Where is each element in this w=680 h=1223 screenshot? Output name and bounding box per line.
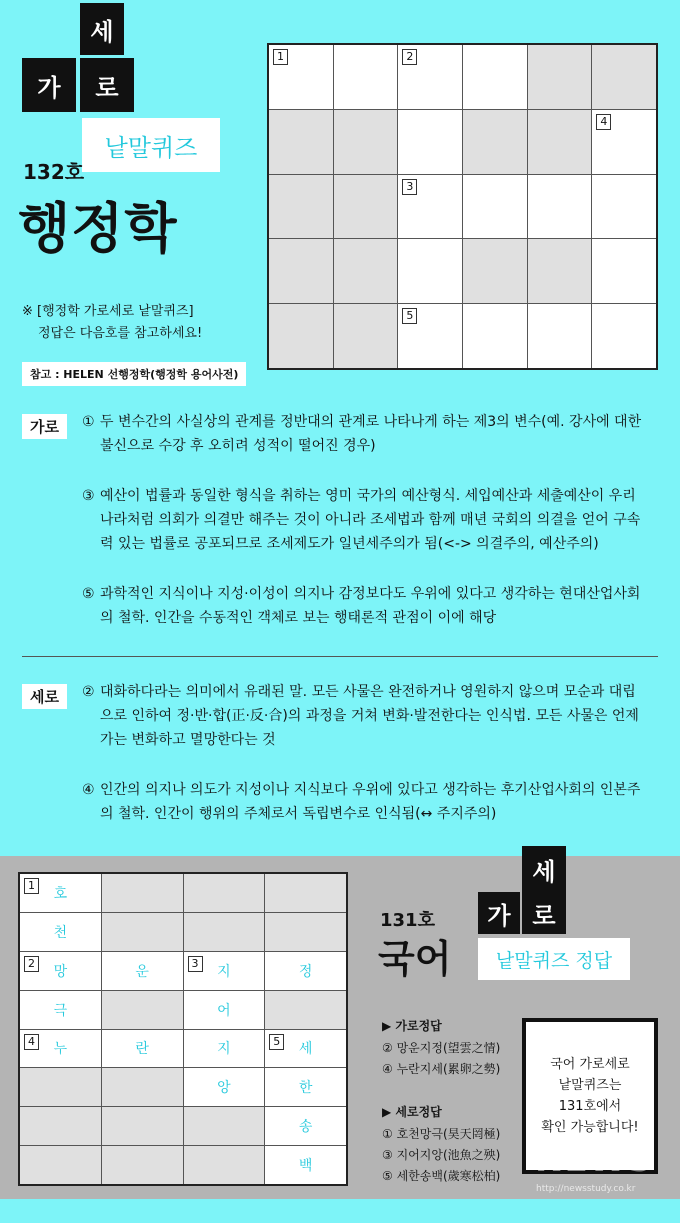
clue-line: 불신으로 수강 후 오히려 성적이 떨어진 경우): [100, 438, 376, 454]
blank-cell: [102, 913, 183, 951]
answer-cell: [265, 1030, 346, 1068]
blank-cell: [334, 239, 398, 303]
prev-subtitle: 낱말퀴즈 정답: [478, 938, 630, 980]
blank-cell: [265, 874, 346, 912]
clue-number: 4: [24, 1034, 39, 1050]
puzzle-cell: [592, 239, 656, 303]
clue-number: 3: [188, 956, 203, 972]
blank-cell: [102, 1146, 183, 1184]
answer-char: 앙: [217, 1080, 231, 1097]
clue-marker: ①: [82, 414, 95, 430]
prev-down-answer-3: ⑤ 세한송백(歲寒松柏): [382, 1169, 501, 1183]
prev-logo-se-block: 세: [522, 846, 566, 892]
answer-char: 송: [298, 1119, 313, 1136]
blank-cell: [269, 175, 333, 239]
answer-char: 누: [53, 1041, 68, 1058]
clue-number: 2: [24, 956, 39, 972]
info-line: 131호에서: [558, 1099, 622, 1114]
clue-number: 2: [402, 49, 417, 65]
answer-char: 어: [217, 1002, 231, 1019]
clue-number: 1: [24, 878, 39, 894]
answer-cell: [265, 1107, 346, 1145]
blank-cell: [334, 110, 398, 174]
answer-cell: [20, 991, 101, 1029]
clue-number: 1: [273, 49, 288, 65]
answer-char: 한: [298, 1080, 313, 1097]
puzzle-cell: [528, 175, 592, 239]
across-clue-5: [82, 582, 662, 630]
answer-cell: [102, 952, 183, 990]
clue-line: 두 변수간의 사실상의 관계를 정반대의 관계로 나타나게 하는 제3의 변수(예. 강사에 대한: [100, 414, 642, 430]
clue-line: 의 철학. 인간을 수동적인 객체로 보는 행태론적 관점이 이에 해당: [100, 610, 497, 626]
blank-cell: [20, 1068, 101, 1106]
blank-cell: [20, 1146, 101, 1184]
clue-line: 예산이 법률과 동일한 형식을 취하는 영미 국가의 예산형식. 세입예산과 세출예산이 우리: [100, 488, 636, 504]
puzzle-cell: [592, 175, 656, 239]
prev-topic-title: 국어: [378, 937, 452, 981]
info-line: 확인 가능합니다!: [541, 1120, 639, 1135]
answer-char: 호: [53, 885, 68, 902]
prev-down-answer-1: ① 호천망극(昊天罔極): [382, 1127, 501, 1141]
clue-marker: ②: [82, 684, 95, 700]
blank-cell: [528, 45, 592, 109]
blank-cell: [265, 991, 346, 1029]
puzzle-cell: [398, 175, 462, 239]
answer-cell: [184, 1068, 265, 1106]
blank-cell: [463, 110, 527, 174]
puzzle-cell: [592, 304, 656, 368]
clue-number: 5: [269, 1034, 284, 1050]
prev-down-heading: ▶ 세로정답: [382, 1105, 442, 1119]
puzzle-cell: [592, 110, 656, 174]
blank-cell: [102, 874, 183, 912]
answer-char: 지: [217, 1041, 231, 1058]
clue-line: 으로 인하여 정·반·합(正·反·合)의 과정을 거쳐 변화·발전한다는 인식법. 모든 사물은 언제: [100, 708, 639, 724]
blank-cell: [334, 304, 398, 368]
answer-cell: [20, 874, 101, 912]
answer-cell: [20, 913, 101, 951]
prev-across-answer-2: ④ 누란지세(累卵之勢): [382, 1062, 501, 1076]
clue-line: 가는 변화하고 멸망한다는 것: [100, 732, 276, 748]
answer-grid: [18, 872, 348, 1186]
clue-number: 4: [596, 114, 611, 130]
prev-logo-ro-block: 로: [522, 892, 566, 934]
puzzle-cell: [398, 239, 462, 303]
blank-cell: [184, 1146, 265, 1184]
clue-number: 3: [402, 179, 417, 195]
answer-char: 지: [217, 963, 231, 980]
logo-se-block: 세: [80, 3, 124, 55]
across-clue-1: [82, 410, 662, 458]
note-line-1: ※ [행정학 가로세로 낱말퀴즈]: [22, 304, 194, 319]
blank-cell: [528, 239, 592, 303]
answer-char: 정: [298, 963, 313, 980]
blank-cell: [102, 1107, 183, 1145]
prev-down-answer-2: ③ 지어지앙(池魚之殃): [382, 1148, 501, 1162]
clue-number: 5: [402, 308, 417, 324]
answer-char: 극: [53, 1002, 68, 1019]
divider: [22, 656, 658, 657]
clue-line: 대화하다라는 의미에서 유래된 말. 모든 사물은 완전하거나 영원하지 않으며 모순과 대립: [100, 684, 636, 700]
blank-cell: [269, 110, 333, 174]
puzzle-cell: [463, 304, 527, 368]
clue-line: 력 있는 법률로 공포되므로 조세제도가 일년세주의가 됨(<-> 의결주의, 예산주의): [100, 536, 599, 552]
down-clue-2: [82, 680, 662, 752]
clue-line: 나라처럼 의회가 의결만 해주는 것이 아니라 조세법과 함께 매년 국회의 의결을 얻어 구속: [100, 512, 641, 528]
answer-cell: [184, 1030, 265, 1068]
answer-cell: [265, 1068, 346, 1106]
clue-marker: ④: [82, 782, 95, 798]
across-clue-3: [82, 484, 662, 556]
blank-cell: [102, 1068, 183, 1106]
answer-cell: [102, 1030, 183, 1068]
watermark-url: http://newsstudy.co.kr: [536, 1184, 636, 1194]
blank-cell: [102, 991, 183, 1029]
across-tag: 가로: [22, 414, 67, 439]
answer-char: 백: [298, 1158, 313, 1175]
blank-cell: [463, 239, 527, 303]
answer-char: 천: [53, 924, 68, 941]
clue-marker: ③: [82, 488, 95, 504]
puzzle-cell: [528, 304, 592, 368]
topic-title: 행정학: [18, 197, 178, 260]
puzzle-cell: [269, 45, 333, 109]
answer-cell: [265, 1146, 346, 1184]
blank-cell: [20, 1107, 101, 1145]
prev-across-heading: ▶ 가로정답: [382, 1019, 442, 1033]
puzzle-cell: [398, 304, 462, 368]
down-clue-4: [82, 778, 662, 826]
down-tag: 세로: [22, 684, 67, 709]
answer-cell: [184, 952, 265, 990]
puzzle-cell: [334, 45, 398, 109]
clue-line: 과학적인 지식이나 지성·이성이 의지나 감정보다도 우위에 있다고 생각하는 현대산업사회: [100, 586, 641, 602]
reference-tag: 참고 : HELEN 선행정학(행정학 용어사전): [22, 362, 246, 386]
info-line: 낱말퀴즈는: [558, 1078, 622, 1093]
blank-cell: [528, 110, 592, 174]
clue-marker: ⑤: [82, 586, 95, 602]
prev-issue-number: 131호: [380, 910, 435, 931]
answer-cell: [265, 952, 346, 990]
clue-line: 의 철학. 인간이 행위의 주체로서 독립변수로 인식됨(↔ 주지주의): [100, 806, 497, 822]
puzzle-cell: [398, 110, 462, 174]
blank-cell: [334, 175, 398, 239]
blank-cell: [269, 304, 333, 368]
watermark-logo: NEWS: [535, 1140, 653, 1180]
answer-cell: [20, 952, 101, 990]
blank-cell: [265, 913, 346, 951]
quiz-subtitle: 낱말퀴즈: [82, 118, 220, 172]
clue-line: 인간의 의지나 의도가 지성이나 지식보다 우위에 있다고 생각하는 후기산업사회의 인본주: [100, 782, 641, 798]
blank-cell: [592, 45, 656, 109]
issue-number: 132호: [23, 160, 85, 184]
puzzle-grid: [267, 43, 658, 370]
prev-logo-ga-block: 가: [478, 892, 520, 934]
prev-across-answer-1: ② 망운지정(望雲之情): [382, 1041, 501, 1055]
logo-ro-block: 로: [80, 58, 134, 112]
puzzle-cell: [398, 45, 462, 109]
blank-cell: [269, 239, 333, 303]
puzzle-cell: [463, 45, 527, 109]
answer-char: 세: [298, 1041, 313, 1058]
puzzle-cell: [463, 175, 527, 239]
answer-cell: [184, 991, 265, 1029]
logo-ga-block: 가: [22, 58, 76, 112]
answer-char: 란: [135, 1041, 149, 1058]
answer-char: 운: [135, 963, 149, 980]
answer-char: 망: [53, 963, 68, 980]
blank-cell: [184, 874, 265, 912]
answer-cell: [20, 1030, 101, 1068]
blank-cell: [184, 913, 265, 951]
note-line-2: 정답은 다음호를 참고하세요!: [38, 326, 203, 341]
blank-cell: [184, 1107, 265, 1145]
info-line: 국어 가로세로: [550, 1057, 630, 1072]
